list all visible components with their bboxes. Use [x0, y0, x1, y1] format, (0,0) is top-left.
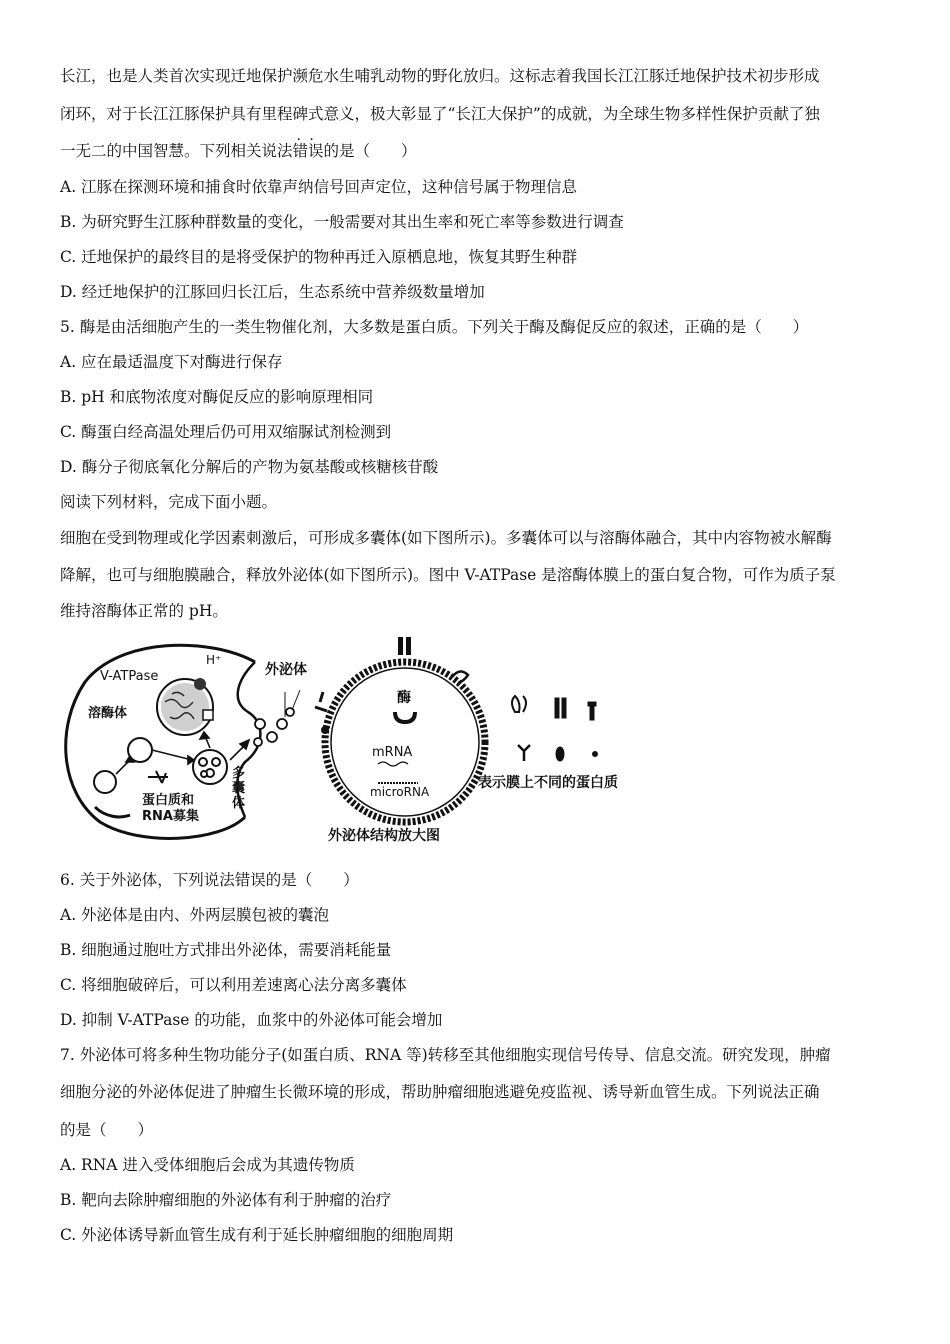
q5-stem: 5. 酶是由活细胞产生的一类生物催化剂，大多数是蛋白质。下列关于酶及酶促反应的叙述，正确的是（ ） — [60, 318, 809, 336]
q6-option-b: B. 细胞通过胞吐方式排出外泌体，需要消耗能量 — [60, 941, 392, 959]
label-h-ion: H⁺ — [206, 653, 222, 667]
q6-option-d: D. 抑制 V-ATPase 的功能，血浆中的外泌体可能会增加 — [60, 1011, 443, 1029]
q7-option-a: A. RNA 进入受体细胞后会成为其遗传物质 — [60, 1156, 355, 1174]
label-protein-rna-line2: RNA募集 — [142, 809, 199, 824]
vesicles — [94, 738, 227, 793]
intro-line-2: 闭环，对于长江江豚保护具有里程碑式意义，极大彰显了“长江大保护”的成就，为全球生物多样性保护贡献了独 — [60, 105, 820, 123]
reading-paragraph-line-2: 降解，也可与细胞膜融合，释放外泌体(如下图所示)。图中 V-ATPase 是溶酶体膜上的蛋白复合物，可作为质子泵 — [60, 566, 836, 584]
label-exosome: 外泌体 — [265, 662, 307, 678]
q4-option-a: A. 江豚在探测环境和捕食时依靠声纳信号回声定位，这种信号属于物理信息 — [60, 178, 578, 196]
intro-line-3-pre: 一无二的中国智慧。下列相关说法 — [60, 142, 293, 160]
intro-line-3 — [60, 141, 900, 161]
emphasis-word: · · 错误 — [293, 142, 324, 160]
q4-option-b: B. 为研究野生江豚种群数量的变化，一般需要对其出生率和死亡率等参数进行调查 — [60, 213, 624, 231]
label-mvb-1: 多 — [232, 766, 246, 781]
q7-option-c: C. 外泌体诱导新血管生成有利于延长肿瘤细胞的细胞周期 — [60, 1226, 454, 1244]
label-lysosome: 溶酶体 — [88, 706, 128, 721]
multivesicular-body — [193, 750, 227, 784]
q7-stem-line-3: 的是（ ） — [60, 1121, 154, 1139]
intro-line-1: 长江，也是人类首次实现迁地保护濒危水生哺乳动物的野化放归。这标志着我国长江江豚迁地保护技术初步形成 — [60, 67, 820, 85]
q6-option-a: A. 外泌体是由内、外两层膜包被的囊泡 — [60, 906, 330, 924]
label-mrna: mRNA — [372, 745, 413, 760]
q5-option-c: C. 酶蛋白经高温处理后仍可用双缩脲试剂检测到 — [60, 423, 392, 441]
reading-instruction: 阅读下列材料，完成下面小题。 — [60, 493, 278, 511]
q6-option-c: C. 将细胞破碎后，可以利用差速离心法分离多囊体 — [60, 976, 407, 994]
label-mvb-2: 囊 — [232, 781, 246, 796]
q4-option-c: C. 迁地保护的最终目的是将受保护的物种再迁入原栖息地，恢复其野生种群 — [60, 248, 578, 266]
label-mvb-3: 体 — [232, 796, 246, 811]
reading-paragraph-line-3: 维持溶酶体正常的 pH。 — [60, 602, 228, 620]
label-protein-rna-line1: 蛋白质和 — [142, 793, 195, 808]
q5-option-b: B. pH 和底物浓度对酶促反应的影响原理相同 — [60, 388, 374, 406]
q4-option-d: D. 经迁地保护的江豚回归长江后，生态系统中营养级数量增加 — [60, 283, 485, 301]
q7-stem-line-2: 细胞分泌的外泌体促进了肿瘤生长微环境的形成，帮助肿瘤细胞逃避免疫监视、诱导新血管生成。下列说法正确 — [60, 1083, 820, 1101]
label-microrna: microRNA — [370, 785, 430, 799]
reading-paragraph-line-1: 细胞在受到物理或化学因素刺激后，可形成多囊体(如下图所示)。多囊体可以与溶酶体融合，其中内容物被水解酶 — [60, 529, 832, 547]
protein-rna-icon — [148, 771, 168, 783]
q7-option-b: B. 靶向去除肿瘤细胞的外泌体有利于肿瘤的治疗 — [60, 1191, 392, 1209]
q7-stem-line-1: 7. 外泌体可将多种生物功能分子(如蛋白质、RNA 等)转移至其他细胞实现信号传导、信息交流。研究发现，肿瘤 — [60, 1046, 831, 1064]
q5-option-a: A. 应在最适温度下对酶进行保存 — [60, 353, 283, 371]
q6-stem: 6. 关于外泌体，下列说法错误的是（ ） — [60, 871, 359, 889]
caption-exosome-enlarged: 外泌体结构放大图 — [328, 828, 440, 844]
exosome-figure — [60, 632, 660, 847]
label-vatpase: V-ATPase — [100, 669, 159, 684]
q5-option-d: D. 酶分子彻底氧化分解后的产物为氨基酸或核糖核苷酸 — [60, 458, 439, 476]
caption-membrane-proteins: 表示膜上不同的蛋白质 — [478, 775, 618, 791]
label-enzyme: 酶 — [397, 690, 411, 706]
protein-legend-icons — [512, 696, 598, 761]
lysosome — [157, 678, 213, 735]
intro-line-3-post: 的是（ ） — [323, 142, 417, 160]
